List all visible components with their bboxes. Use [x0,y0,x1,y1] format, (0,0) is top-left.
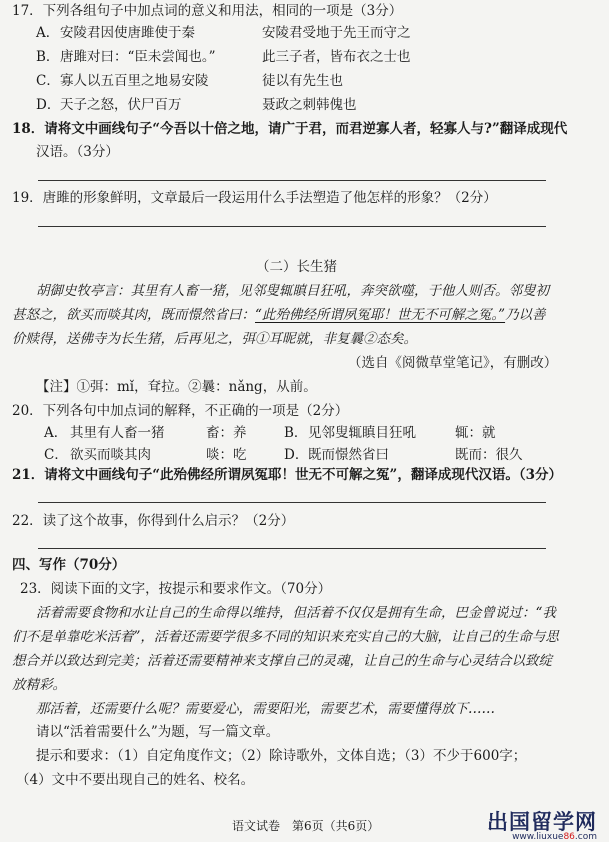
q17-option-a-right: 安陵君受地于先王而守之 [262,25,411,41]
q20-option-d-label: D． [284,447,309,463]
q19-answer-line [38,226,546,227]
q20-option-c-gloss: 啖：吃 [206,447,247,463]
passage-note: 【注】①弭：mǐ，耷拉。②曩：nǎng，从前。 [36,379,317,395]
watermark-url-a: www.liuxue [512,832,564,842]
q20-stem: 20．下列各句中加点词的解释，不正确的一项是（2分） [12,403,349,419]
q23-para1-line1: 活着需要食物和水让自己的生命得以维持，但活着不仅仅是拥有生命，巴金曾说过：“我 [36,605,556,621]
q22-answer-line [38,548,546,549]
page-footer: 语文试卷 第6页（共6页） [232,819,380,833]
q17-option-b-label: B． [36,49,60,65]
q23-prompt: 请以“活着需要什么”为题，写一篇文章。 [36,724,280,740]
passage-source: （选自《阅微草堂笔记》，有删改） [348,355,558,371]
passage-line-2c: 乃以善 [505,307,546,323]
passage-underlined-sentence: “此殆佛经所谓夙冤耶！世无不可解之冤。” [255,307,506,323]
q20-option-a-gloss: 畜：养 [206,425,247,441]
q20-option-c-text: 欲买而啖其肉 [70,447,151,463]
q20-option-c-label: C． [44,447,68,463]
q21-stem: 21．请将文中画线句子“此殆佛经所谓夙冤耶！世无不可解之冤”，翻译成现代汉语。（3分） [12,467,562,483]
q23-stem: 23．阅读下面的文字，按提示和要求作文。（70分） [20,581,332,597]
watermark-url-b: 86 [563,832,575,842]
q22-stem: 22．读了这个故事，你得到什么启示？（2分） [12,513,295,529]
q17-stem: 17．下列各组句子中加点词的意义和用法，相同的一项是（3分） [12,3,403,19]
q20-option-d-gloss: 既而：很久 [455,447,523,463]
q17-option-c-right: 徒以有先生也 [262,73,343,89]
q17-option-c-left: 寡人以五百里之地易安陵 [60,73,209,89]
q23-requirements-2: （4）文中不要出现自己的姓名、校名。 [16,772,255,788]
q20-option-a-text: 其里有人畜一猪 [70,425,165,441]
watermark-logo-text: 出国留学网 [487,810,597,834]
q17-option-c-label: C． [36,73,60,89]
q17-option-a-label: A． [36,25,60,41]
q17-option-a-left: 安陵君因使唐雎使于秦 [60,25,195,41]
q23-requirements-1: 提示和要求：（1）自定角度作文；（2）除诗歌外，文体自选；（3）不少于600字； [36,748,527,764]
q19-stem: 19．唐雎的形象鲜明，文章最后一段运用什么手法塑造了他怎样的形象？（2分） [12,190,497,206]
q17-option-b-right: 此三子者，皆布衣之士也 [262,49,411,65]
q23-para2: 那活着，还需要什么呢？需要爱心，需要阳光，需要艺术，需要懂得放下…… [36,701,495,717]
watermark-url-c: .com [574,832,597,842]
watermark-url [512,832,597,842]
q17-option-d-left: 天子之怒，伏尸百万 [60,97,182,113]
passage-line-2 [12,306,546,324]
section4-heading: 四、写作（70分） [12,557,126,573]
passage-title: （二）长生猪 [256,259,337,275]
passage-line-3: 价赎得，送佛寺为长生猪，后再见之，弭①耳昵就，非复曩②态矣。 [12,331,417,347]
q20-option-b-label: B． [284,425,308,441]
q23-para1-line3: 想合并以致达到完美；活着还需要精神来支撑自己的灵魂，让自己的生命与心灵结合以致绽 [12,653,552,669]
q23-para1-line2: 们不是单靠吃米活着”，活着还需要学很多不同的知识来充实自己的大脑，让自己的生命与思 [12,629,559,645]
q17-option-d-label: D． [36,97,61,113]
q18-stem-line2: 汉语。（3分） [36,144,119,160]
q20-option-a-label: A． [44,425,68,441]
q18-stem-line1: 18．请将文中画线句子“今吾以十倍之地，请广于君，而君逆寡人者，轻寡人与?”翻译成现代 [12,121,568,137]
q18-answer-line [38,180,546,181]
q23-para1-line4: 放精彩。 [12,677,66,693]
passage-line-2a: 甚怒之，欲买而啖其肉，既而憬然省曰： [12,307,255,323]
q20-option-d-text: 既而憬然省曰 [308,447,389,463]
q20-option-b-gloss: 辄：就 [455,425,496,441]
q21-answer-line [38,502,546,503]
q17-option-d-right: 聂政之刺韩傀也 [262,97,357,113]
q17-option-b-left: 唐雎对曰：“臣未尝闻也。” [60,49,216,65]
passage-line-1: 胡御史牧亭言：其里有人畜一猪，见邻叟辄瞋目狂吼，奔突欲噬，于他人则否。邻叟初 [36,283,549,299]
q20-option-b-text: 见邻叟辄瞋目狂吼 [308,425,416,441]
